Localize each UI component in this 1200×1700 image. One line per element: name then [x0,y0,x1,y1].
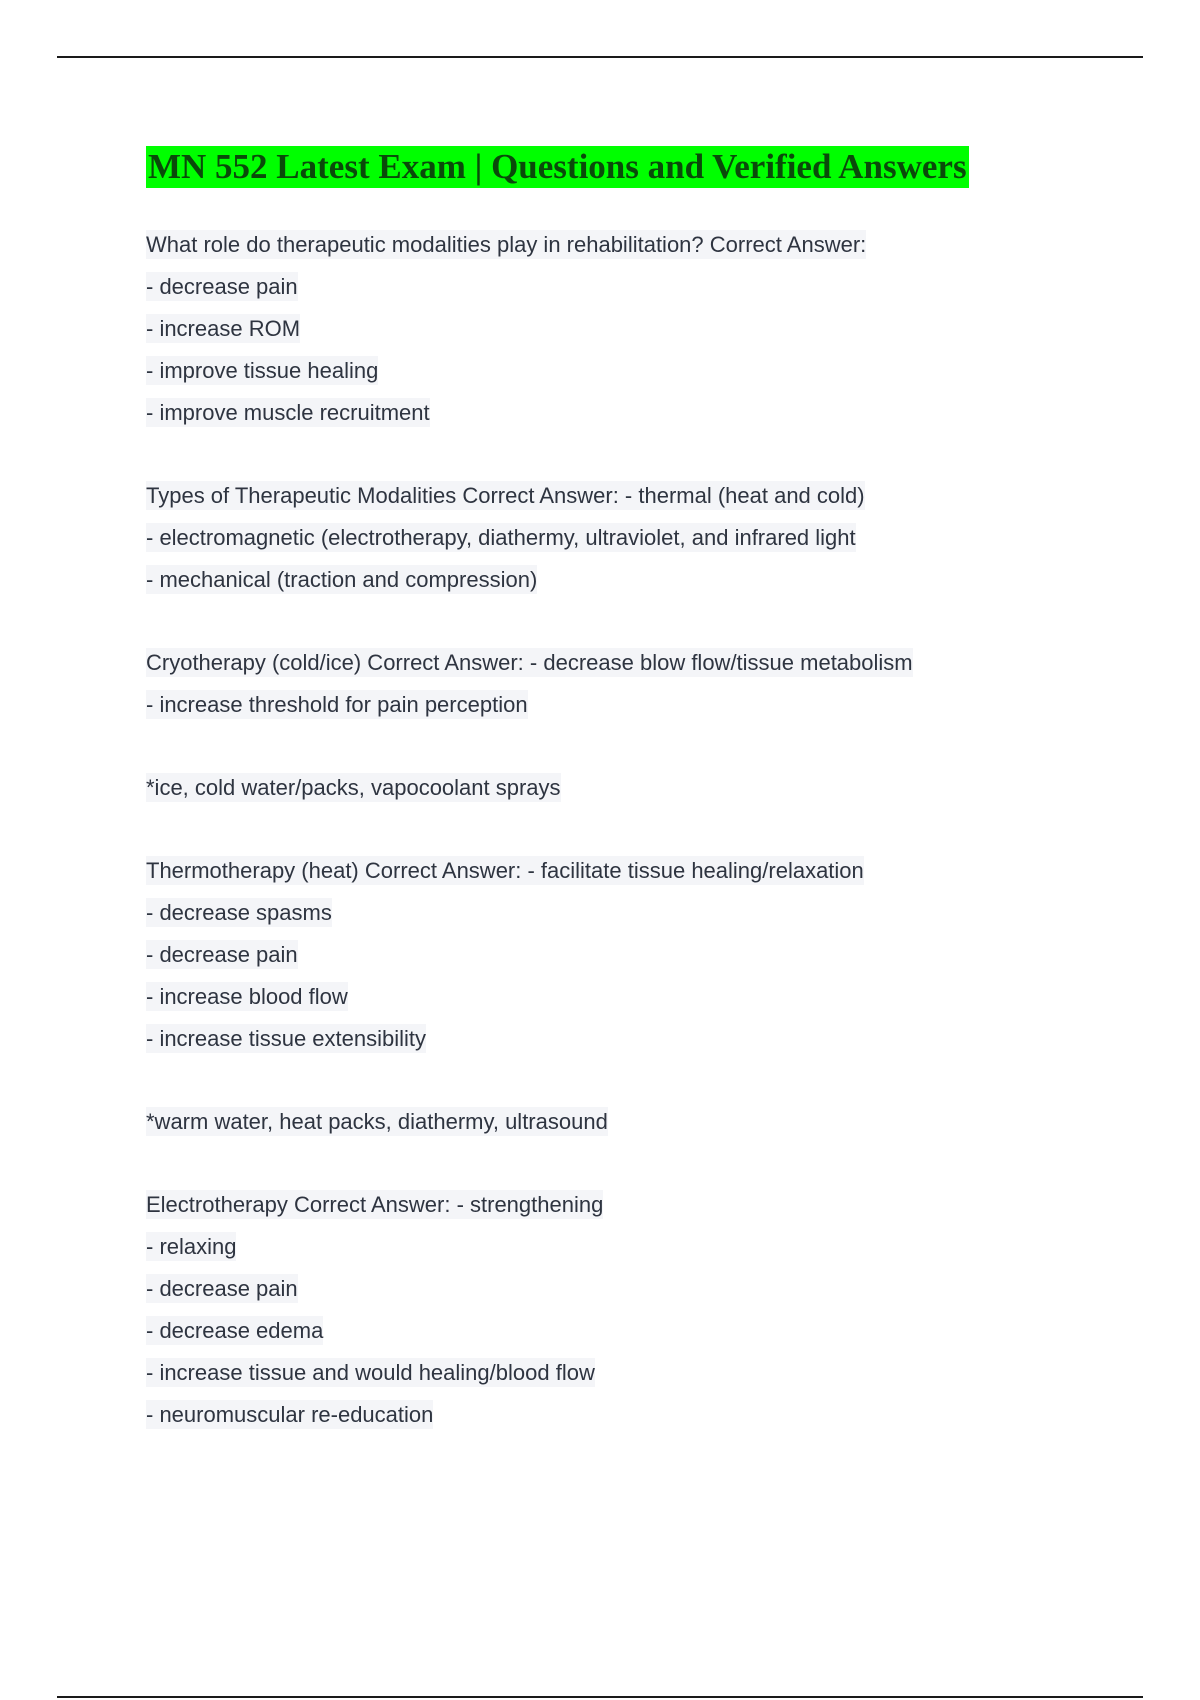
note-line: *warm water, heat packs, diathermy, ultrasound [146,1109,608,1134]
qa-block-electrotherapy [146,1184,1146,1436]
answer-line: - electromagnetic (electrotherapy, diathermy, ultraviolet, and infrared light [146,525,856,550]
note-block-thermotherapy-examples [146,1101,1146,1143]
question-line: What role do therapeutic modalities play in rehabilitation? Correct Answer: [146,232,867,257]
answer-line: - decrease pain [146,274,298,299]
answer-line: - increase tissue and would healing/blood flow [146,1360,595,1385]
answer-line: - improve muscle recruitment [146,400,430,425]
title-container [146,146,969,188]
qa-block-therapeutic-modalities-role [146,224,1146,434]
qa-block-types-of-modalities [146,475,1146,601]
answer-line: - relaxing [146,1234,237,1259]
answer-line: - decrease edema [146,1318,324,1343]
document-body [146,224,1146,1477]
answer-line: - decrease spasms [146,900,332,925]
answer-line: - decrease pain [146,1276,298,1301]
answer-line: - increase ROM [146,316,301,341]
top-rule [57,56,1143,58]
question-line: Electrotherapy Correct Answer: - strengthening [146,1192,604,1217]
answer-line: - mechanical (traction and compression) [146,567,538,592]
note-line: *ice, cold water/packs, vapocoolant sprays [146,775,561,800]
question-line: Thermotherapy (heat) Correct Answer: - facilitate tissue healing/relaxation [146,858,864,883]
answer-line: - increase threshold for pain perception [146,692,528,717]
question-line: Types of Therapeutic Modalities Correct Answer: - thermal (heat and cold) [146,483,865,508]
qa-block-cryotherapy [146,642,1146,726]
answer-line: - improve tissue healing [146,358,379,383]
qa-block-thermotherapy [146,850,1146,1060]
answer-line: - decrease pain [146,942,298,967]
answer-line: - increase blood flow [146,984,348,1009]
answer-line: - neuromuscular re-education [146,1402,434,1427]
document-title: MN 552 Latest Exam | Questions and Verified Answers [148,147,967,186]
question-line: Cryotherapy (cold/ice) Correct Answer: - decrease blow flow/tissue metabolism [146,650,913,675]
note-block-cryotherapy-examples [146,767,1146,809]
bottom-rule [57,1696,1143,1698]
answer-line: - increase tissue extensibility [146,1026,427,1051]
